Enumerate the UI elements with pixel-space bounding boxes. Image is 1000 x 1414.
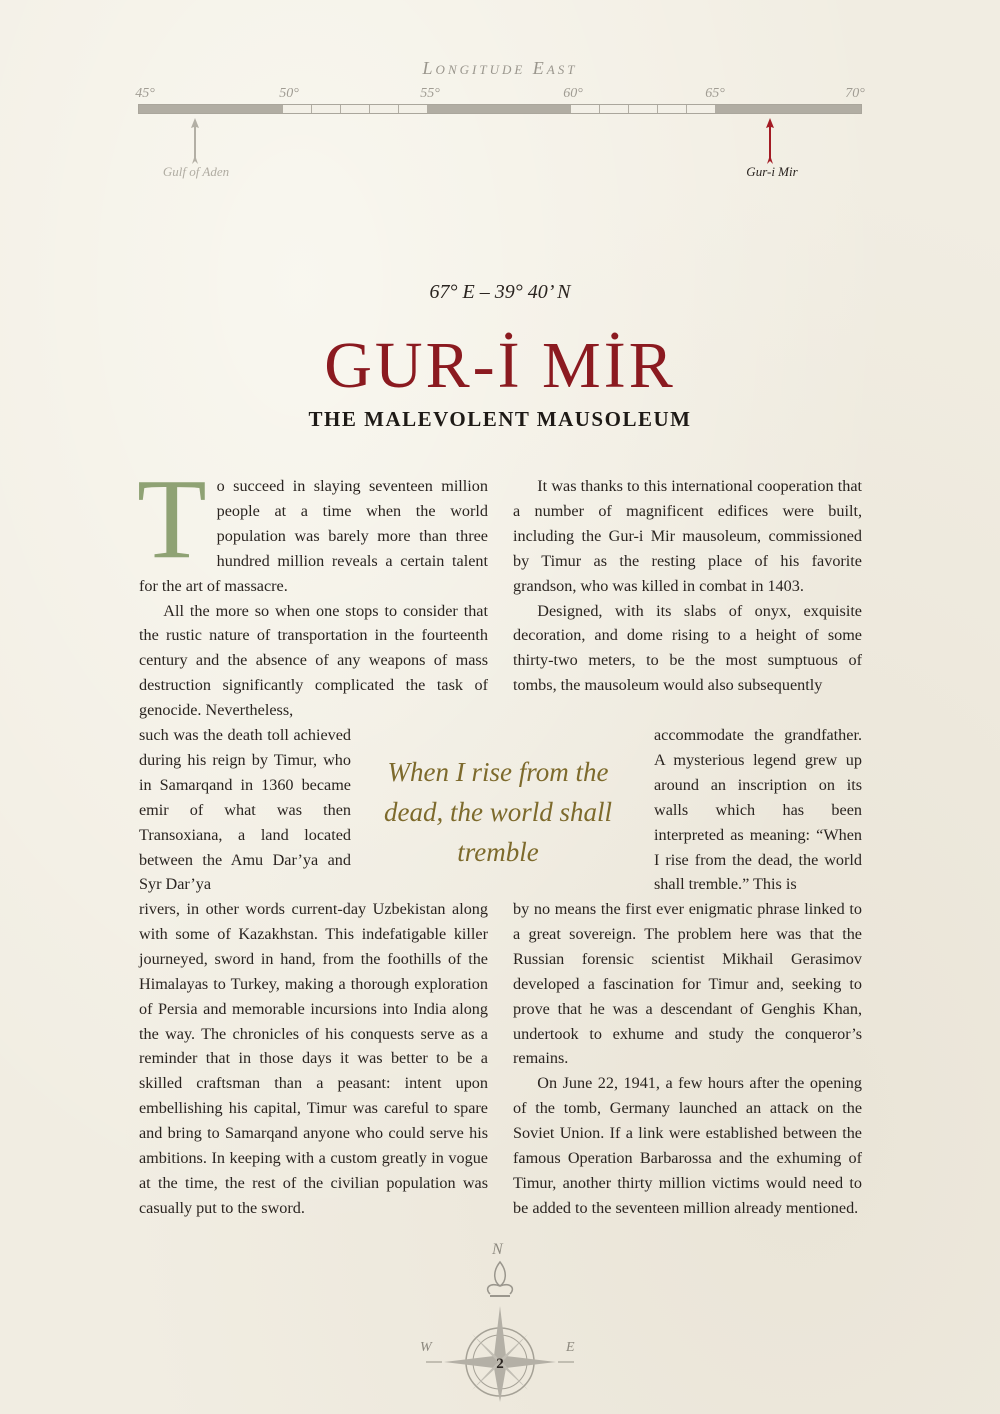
- scale-title: Longitude East: [422, 58, 578, 78]
- gulf-of-aden-pointer-icon: [188, 118, 202, 164]
- paragraph: It was thanks to this international cooperation that a number of magnificent edifices were built, including the Gur-i Mir mausoleum, commissioned by Timur as the resting place of his favorite grandson, who was killed in combat in 1403.: [513, 477, 862, 595]
- gulf-of-aden-label: Gulf of Aden: [162, 164, 230, 179]
- scale-segment: [571, 105, 715, 113]
- left-column-bottom: [139, 897, 488, 1221]
- coordinates: 67° E – 39° 40’ N: [429, 281, 571, 303]
- right-column-bottom: [513, 897, 862, 1221]
- page-number: 2: [496, 1356, 504, 1372]
- paragraph: by no means the first ever enigmatic phrase linked to a great sovereign. The problem here was that the Russian forensic scientist Mikhail Gerasimov developed a fascination for Timur and, seeking to prove that he was a descendant of Genghis Khan, undertook to exhume and study the conqueror’s remains.: [513, 900, 862, 1068]
- compass-west: W: [420, 1340, 432, 1355]
- gur-i-mir-label: Gur-i Mir: [746, 164, 798, 179]
- scale-segment: [427, 105, 571, 113]
- page-title: GUR-İ MİR: [324, 329, 676, 402]
- compass-north: N: [492, 1241, 503, 1258]
- scale-segment: [715, 105, 861, 113]
- scale-segment: [139, 105, 283, 113]
- drop-cap: T: [137, 455, 207, 582]
- left-column-wrap: [139, 723, 351, 897]
- tick-label: 70°: [845, 86, 865, 101]
- left-column-top: [137, 455, 488, 723]
- paragraph: Designed, with its slabs of onyx, exquisite decoration, and dome rising to a height of some thirty-two meters, to be the most sumptuous of tombs, the mausoleum would also subsequently: [513, 601, 862, 695]
- paragraph: such was the death toll achieved during his reign by Timur, who in Samarqand in 1360 became emir of what was then Transoxiana, a land located between the Amu Dar’ya and Syr Dar’ya: [139, 726, 351, 894]
- paragraph: accommodate the grandfather. A mysterious legend grew up around an inscription on its walls which has been interpreted as meaning: “When I rise from the dead, the world shall tremble.” This is: [654, 726, 862, 894]
- tick-label: 50°: [279, 86, 299, 101]
- right-column-wrap: [654, 723, 862, 897]
- tick-label: 45°: [135, 86, 155, 101]
- compass-east: E: [566, 1340, 575, 1355]
- pull-quote: When I rise from the dead, the world shall tremble: [384, 757, 612, 867]
- paragraph: To succeed in slaying seventeen million people at a time when the world population was barely more than three hundred million reveals a certain talent for the art of massacre.: [137, 455, 488, 595]
- paragraph: All the more so when one stops to consider that the rustic nature of transportation in the fourteenth century and the absence of any weapons of mass destruction significantly complicated the task of genocide. Nevertheless,: [139, 601, 488, 720]
- scale-segment: [283, 105, 427, 113]
- tick-label: 65°: [705, 86, 725, 101]
- gur-i-mir-pointer-icon: [763, 118, 777, 164]
- tick-label: 60°: [563, 86, 583, 101]
- page-subtitle: THE MALEVOLENT MAUSOLEUM: [308, 407, 692, 431]
- right-column-top: [513, 474, 862, 698]
- compass-rose-icon: [420, 1238, 580, 1404]
- tick-label: 55°: [420, 86, 440, 101]
- paragraph: On June 22, 1941, a few hours after the opening of the tomb, Germany launched an attack on the Soviet Union. If a link were established between the famous Operation Barbarossa and the exhuming of Timur, another thirty million victims would need to be added to the seventeen million already mentioned.: [513, 1074, 862, 1217]
- longitude-scale-bar: [138, 104, 862, 114]
- paragraph: rivers, in other words current-day Uzbekistan along with some of Kazakhstan. This indefatigable killer journeyed, sword in hand, from the foothills of the Himalayas to Turkey, making a thorough exploration of Persia and memorable incursions into India along the way. The chronicles of his conquests serve as a reminder that in those days it was better to be a skilled craftsman than a peasant: intent upon embellishing his capital, Timur was careful to spare and bring to Samarqand anyone who could serve his ambitions. In keeping with a custom greatly in vogue at the time, the rest of the civilian population was casually put to the sword.: [139, 900, 488, 1217]
